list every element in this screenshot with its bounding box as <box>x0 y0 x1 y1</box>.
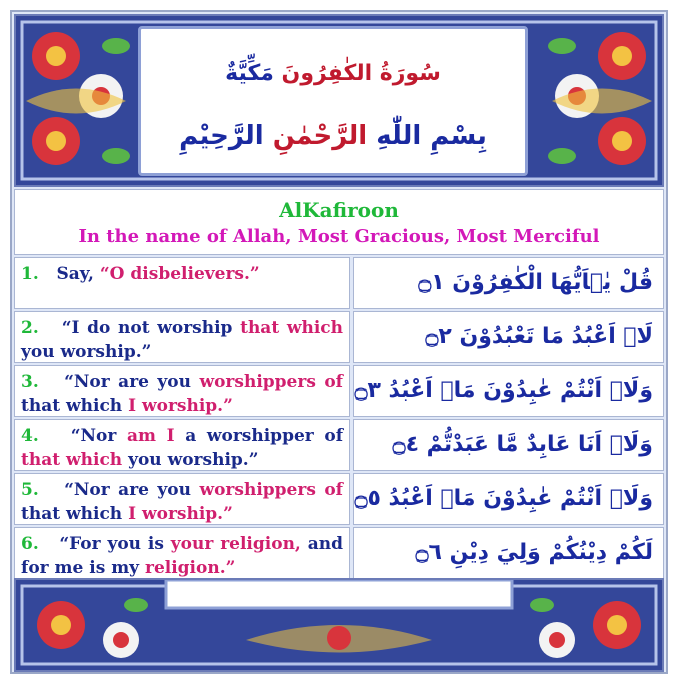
verse-row <box>14 365 664 417</box>
verse-number: 4. <box>21 426 39 446</box>
verse-arabic: قُلْ يٰۤاَيُّهَا الْكٰفِرُوْنَ ۝١ <box>353 257 664 309</box>
verse-number: 6. <box>21 534 39 554</box>
verse-arabic: وَلَاۤ اَنَا عَابِدٌ مَّا عَبَدْتُّمْ ۝٤ <box>353 419 664 471</box>
top-ornament-band <box>14 14 664 187</box>
verse-highlight: your religion, <box>170 534 301 554</box>
sura-name-arabic <box>141 61 525 86</box>
verse-text: “Nor are you <box>64 372 200 392</box>
floral-ornament <box>16 580 662 670</box>
sura-name-text: سُورَةُ الكٰفِرُونَ <box>281 61 441 86</box>
verse-arabic: وَلَاۤ اَنْتُمْ عٰبِدُوْنَ مَاۤ اَعْبُدُ ۝٥ <box>353 473 664 525</box>
verse-row <box>14 527 664 579</box>
verse-number: 3. <box>21 372 39 392</box>
basmala-part-3: الرَّحِيْمِ <box>179 121 273 151</box>
verse-text: “Nor are you <box>64 480 200 500</box>
verse-highlight: I worship.” <box>128 396 233 416</box>
verse-highlight: religion.” <box>144 558 236 578</box>
verse-english <box>14 419 350 471</box>
bottom-ornament-band <box>14 578 664 672</box>
verse-english <box>14 527 350 579</box>
verse-highlight: that which <box>240 318 343 338</box>
sura-header-plaque <box>138 26 528 176</box>
verse-number: 1. <box>21 264 39 284</box>
verse-english <box>14 473 350 525</box>
verse-arabic: لَكُمْ دِيْنُكُمْ وَلِيَ دِيْنِ ۝٦ <box>353 527 664 579</box>
basmala-arabic <box>141 121 525 151</box>
basmala-part-1: بِسْمِ اللّٰهِ <box>376 121 487 151</box>
verse-highlight: I worship.” <box>128 504 233 524</box>
page-subtitle: In the name of Allah, Most Gracious, Most Merciful <box>78 226 600 247</box>
verse-text: “I do not worship <box>61 318 241 338</box>
verse-text: a worshipper of <box>174 426 344 446</box>
verse-english <box>14 365 350 417</box>
verse-number: 5. <box>21 480 39 500</box>
verse-row <box>14 257 664 309</box>
verse-highlight: am I <box>126 426 175 446</box>
verse-text: that which <box>21 396 129 416</box>
verse-row <box>14 311 664 363</box>
verse-text: that which <box>21 504 129 524</box>
sura-type-text: مَكِّيَّةٌ <box>225 61 282 86</box>
verse-text: you worship.” <box>21 342 152 362</box>
verse-highlight: “O disbelievers.” <box>99 264 260 284</box>
basmala-part-2: الرَّحْمٰنِ <box>272 121 377 151</box>
verse-text: Say, <box>56 264 100 284</box>
verse-text: “Nor <box>70 426 127 446</box>
verse-highlight: worshippers of <box>199 372 343 392</box>
verse-arabic: لَاۤ اَعْبُدُ مَا تَعْبُدُوْنَ ۝٢ <box>353 311 664 363</box>
verse-text: “For you is <box>59 534 171 554</box>
verse-highlight: that which <box>21 450 123 470</box>
verse-english <box>14 311 350 363</box>
verse-number: 2. <box>21 318 39 338</box>
page-title: AlKafiroon <box>279 198 399 222</box>
verse-row <box>14 419 664 471</box>
verse-english <box>14 257 350 309</box>
verse-row <box>14 473 664 525</box>
verse-arabic: وَلَاۤ اَنْتُمْ عٰبِدُوْنَ مَاۤ اَعْبُدُ ۝٣ <box>353 365 664 417</box>
verse-highlight: worshippers of <box>199 480 343 500</box>
verse-text: you worship.” <box>122 450 259 470</box>
title-box <box>14 189 664 255</box>
verse-text: and for me is my <box>21 534 343 578</box>
